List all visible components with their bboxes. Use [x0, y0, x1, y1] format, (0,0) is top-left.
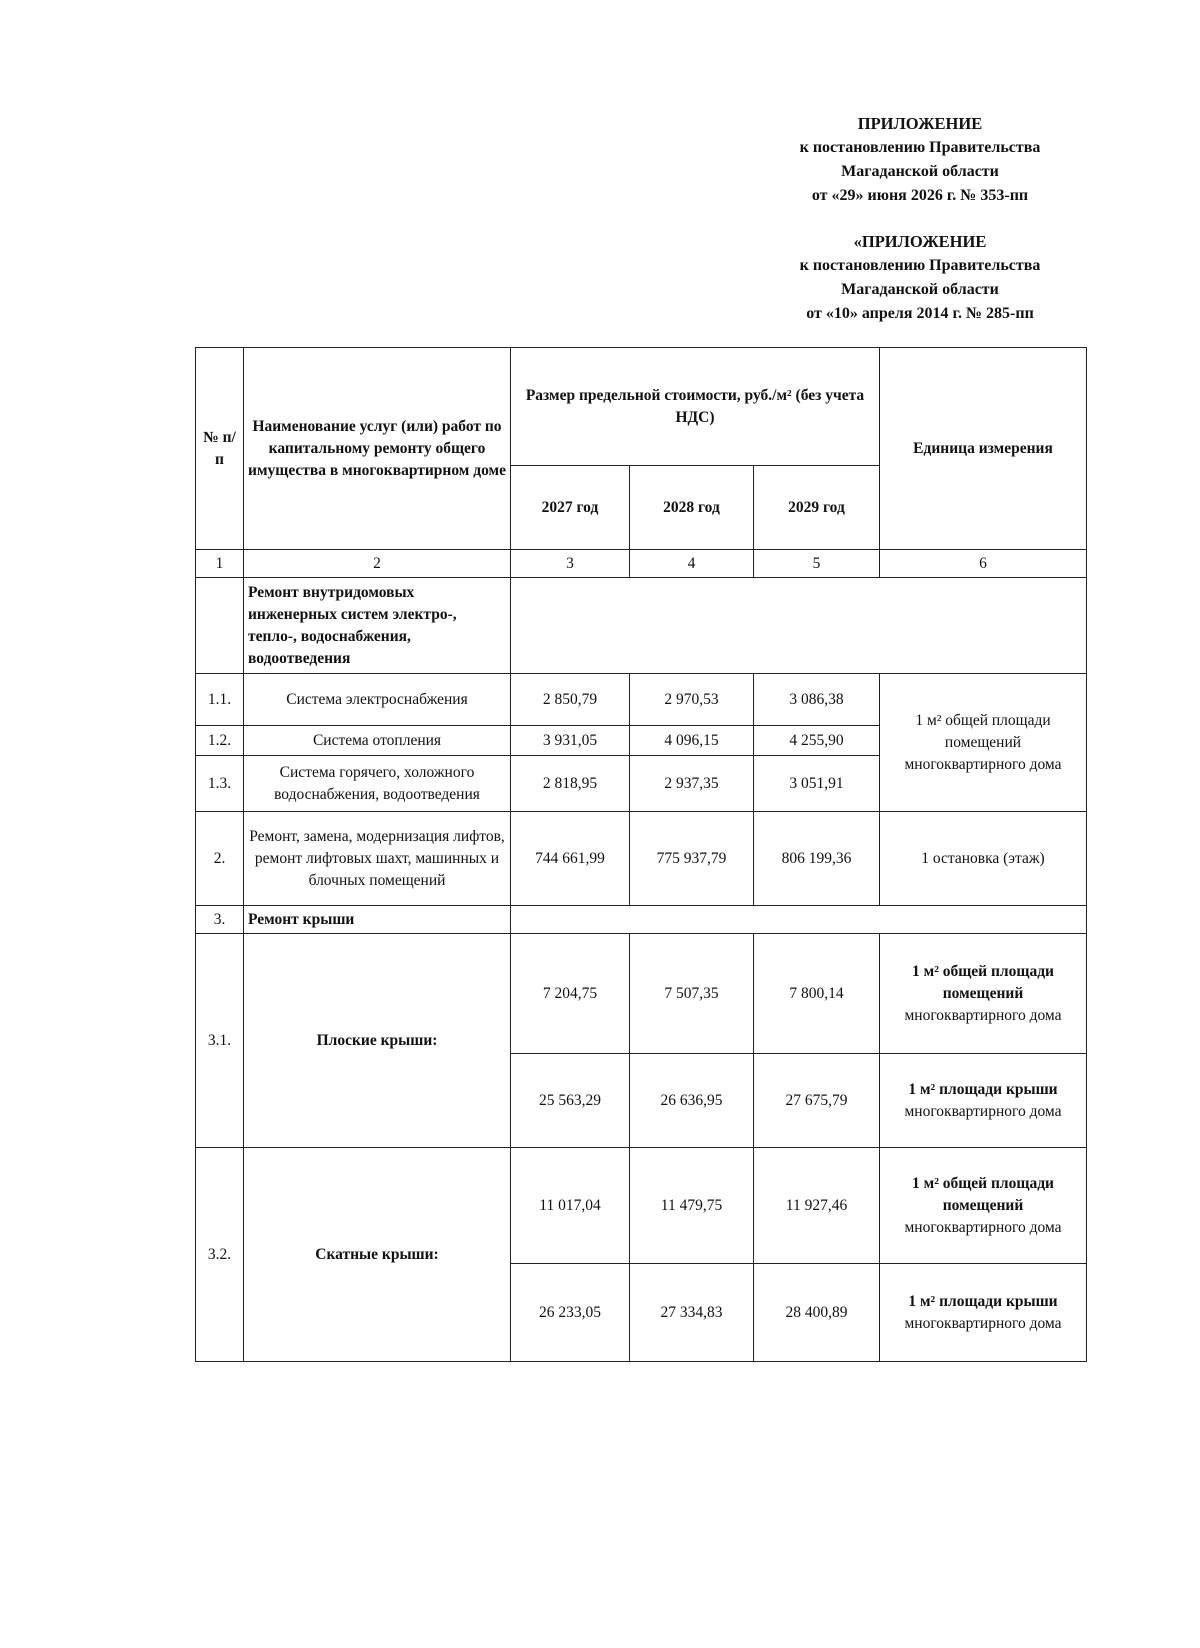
row-value-2028: 2 970,53 — [630, 674, 754, 726]
appendix-line: Магаданской области — [841, 281, 999, 298]
column-number: 3 — [511, 550, 630, 578]
row-value-2029: 28 400,89 — [754, 1264, 880, 1362]
table-row — [196, 674, 1087, 726]
header-year-2028: 2028 год — [630, 466, 754, 550]
unit-bold: 1 м² общей площади помещений — [912, 1174, 1054, 1214]
row-value-2029: 806 199,36 — [754, 812, 880, 906]
unit-cell — [880, 934, 1087, 1054]
appendix-line: к постановлению Правительства — [799, 139, 1041, 156]
row-value-2028: 11 479,75 — [630, 1148, 754, 1264]
row-value-2029: 11 927,46 — [754, 1148, 880, 1264]
unit-cell: 1 остановка (этаж) — [880, 812, 1087, 906]
unit-rest: многоквартирного дома — [904, 1102, 1062, 1120]
column-number: 4 — [630, 550, 754, 578]
column-numbers-row — [196, 550, 1087, 578]
appendix-title: «ПРИЛОЖЕНИЕ — [853, 232, 987, 251]
row-value-2028: 27 334,83 — [630, 1264, 754, 1362]
column-number: 2 — [244, 550, 511, 578]
empty-cell — [511, 578, 1087, 674]
appendix-header-new — [760, 112, 1080, 208]
unit-cell — [880, 1148, 1087, 1264]
section-title: Ремонт крыши — [244, 906, 511, 934]
header-cost: Размер предельной стоимости, руб./м² (без учета НДС) — [511, 348, 880, 466]
row-value-2029: 7 800,14 — [754, 934, 880, 1054]
empty-cell — [196, 578, 244, 674]
header-year-2029: 2029 год — [754, 466, 880, 550]
column-number: 1 — [196, 550, 244, 578]
row-value-2027: 3 931,05 — [511, 726, 630, 756]
cost-table — [195, 347, 1087, 1362]
unit-bold: 1 м² общей площади помещений — [912, 962, 1054, 1002]
unit-cell — [880, 1054, 1087, 1148]
column-number: 5 — [754, 550, 880, 578]
unit-rest: многоквартирного дома — [904, 1314, 1062, 1332]
row-value-2028: 2 937,35 — [630, 756, 754, 812]
row-value-2029: 27 675,79 — [754, 1054, 880, 1148]
row-num: 3. — [196, 906, 244, 934]
section-row — [196, 578, 1087, 674]
row-num: 3.1. — [196, 934, 244, 1148]
row-value-2029: 3 051,91 — [754, 756, 880, 812]
table-row — [196, 812, 1087, 906]
unit-cell — [880, 1264, 1087, 1362]
header-row — [196, 348, 1087, 466]
row-value-2029: 4 255,90 — [754, 726, 880, 756]
row-value-2028: 7 507,35 — [630, 934, 754, 1054]
row-value-2028: 4 096,15 — [630, 726, 754, 756]
row-name: Скатные крыши: — [244, 1148, 511, 1362]
row-name: Система электроснабжения — [244, 674, 511, 726]
column-number: 6 — [880, 550, 1087, 578]
row-value-2028: 26 636,95 — [630, 1054, 754, 1148]
row-value-2027: 744 661,99 — [511, 812, 630, 906]
row-num: 1.1. — [196, 674, 244, 726]
row-value-2028: 775 937,79 — [630, 812, 754, 906]
row-value-2027: 11 017,04 — [511, 1148, 630, 1264]
table-row — [196, 1148, 1087, 1264]
header-unit: Единица измерения — [880, 348, 1087, 550]
row-value-2027: 7 204,75 — [511, 934, 630, 1054]
row-name: Плоские крыши: — [244, 934, 511, 1148]
appendix-line: от «29» июня 2026 г. № 353-пп — [811, 187, 1029, 204]
section-row — [196, 906, 1087, 934]
appendix-title: ПРИЛОЖЕНИЕ — [857, 114, 983, 133]
header-name: Наименование услуг (или) работ по капитальному ремонту общего имущества в многоквартирном доме — [244, 348, 511, 550]
row-num: 3.2. — [196, 1148, 244, 1362]
row-name: Система горячего, холожного водоснабжения, водоотведения — [244, 756, 511, 812]
row-num: 1.3. — [196, 756, 244, 812]
appendix-line: к постановлению Правительства — [799, 257, 1041, 274]
appendix-line: от «10» апреля 2014 г. № 285-пп — [806, 305, 1034, 322]
section-title: Ремонт внутридомовых инженерных систем электро-, тепло-, водоснабжения, водоотведения — [244, 578, 511, 674]
appendix-line: Магаданской области — [841, 163, 999, 180]
row-num: 2. — [196, 812, 244, 906]
row-value-2027: 2 850,79 — [511, 674, 630, 726]
row-value-2027: 2 818,95 — [511, 756, 630, 812]
header-num: № п/п — [196, 348, 244, 550]
empty-cell — [511, 906, 1087, 934]
row-value-2029: 3 086,38 — [754, 674, 880, 726]
row-name: Система отопления — [244, 726, 511, 756]
row-num: 1.2. — [196, 726, 244, 756]
row-value-2027: 25 563,29 — [511, 1054, 630, 1148]
appendix-header-old — [760, 230, 1080, 326]
row-value-2027: 26 233,05 — [511, 1264, 630, 1362]
unit-bold: 1 м² площади крыши — [908, 1080, 1058, 1098]
unit-rest: многоквартирного дома — [904, 1006, 1062, 1024]
row-name: Ремонт, замена, модернизация лифтов, ремонт лифтовых шахт, машинных и блочных помещений — [244, 812, 511, 906]
unit-rest: многоквартирного дома — [904, 1218, 1062, 1236]
table-row — [196, 934, 1087, 1054]
unit-bold: 1 м² площади крыши — [908, 1292, 1058, 1310]
header-year-2027: 2027 год — [511, 466, 630, 550]
unit-cell: 1 м² общей площади помещений многоквартирного дома — [880, 674, 1087, 812]
